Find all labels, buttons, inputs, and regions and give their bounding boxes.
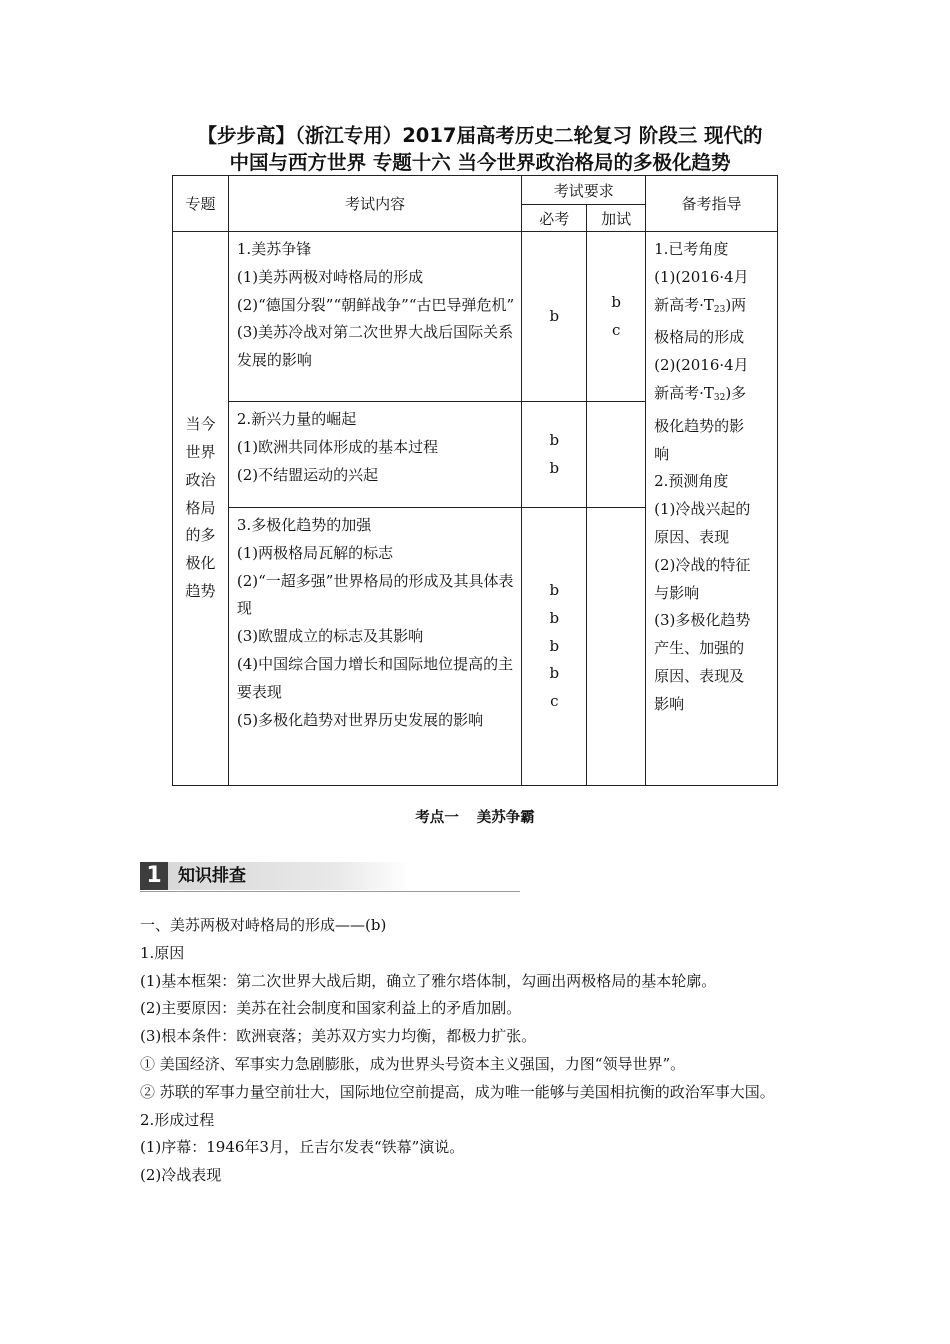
section-divider [140, 891, 520, 892]
body-paragraph: ① 美国经济、军事实力急剧膨胀，成为世界头号资本主义强国，力图“领导世界”。 [140, 1054, 686, 1073]
title-line-1: 【步步高】（浙江专用）2017届高考历史二轮复习 阶段三 现代的 [197, 124, 763, 147]
body-text [140, 912, 812, 1190]
body-paragraph: ② 苏联的军事力量空前壮大，国际地位空前提高，成为唯一能够与美国相抗衡的政治军事大国。 [140, 1082, 775, 1101]
title-line-2: 中国与西方世界 专题十六 当今世界政治格局的多极化趋势 [229, 151, 731, 174]
content-section-3: 3.多极化趋势的加强 (1)两极格局瓦解的标志 (2)“一超多强”世界格局的形成及其具体表现 (3)欧盟成立的标志及其影响 (4)中国综合国力增长和国际地位提高的主要表现 (5)多极化趋势对世界历史发展的影响 [228, 508, 521, 786]
section-number-badge: 1 [140, 862, 168, 890]
kaodian-name: 美苏争霸 [476, 810, 535, 826]
header-extra: 加试 [587, 205, 646, 232]
required-section-2: b b [522, 402, 587, 508]
body-paragraph: 1.原因 [140, 943, 185, 962]
header-guide: 备考指导 [646, 176, 778, 232]
kaodian-label: 考点一 [415, 810, 459, 826]
required-section-1: b [522, 232, 587, 402]
body-paragraph: (1)基本框架：第二次世界大战后期，确立了雅尔塔体制，勾画出两极格局的基本轮廓。 [140, 971, 717, 990]
header-requirement: 考试要求 [522, 176, 646, 205]
extra-section-2 [587, 402, 646, 508]
header-required: 必考 [522, 205, 587, 232]
header-content: 考试内容 [228, 176, 521, 232]
content-section-1: 1.美苏争锋 (1)美苏两极对峙格局的形成 (2)“德国分裂”“朝鲜战争”“古巴导弹危机” (3)美苏冷战对第二次世界大战后国际关系发展的影响 [228, 232, 521, 402]
exam-requirements-table [172, 175, 778, 786]
kaodian-heading [0, 806, 950, 827]
section-label: 知识排查 [168, 862, 410, 890]
body-paragraph: 一、美苏两极对峙格局的形成——(b) [140, 916, 387, 934]
topic-cell: 当今 世界 政治 格局 的多 极化 趋势 [173, 232, 229, 786]
body-paragraph: (2)主要原因：美苏在社会制度和国家利益上的矛盾加剧。 [140, 999, 522, 1018]
content-section-2: 2.新兴力量的崛起 (1)欧洲共同体形成的基本过程 (2)不结盟运动的兴起 [228, 402, 521, 508]
header-topic: 专题 [173, 176, 229, 232]
guide-cell: 1.已考角度 (1)(2016·4月 新高考$\cdot T_{23}$)两 极格局的形成 (2)(2016·4月 新高考$\cdot T_{32}$)多 极化趋势的影 响 2.预测角度 (1)冷战兴起的 原因、表现 (2)冷战的特征 与影响 (3)多极化趋势 产生、加强的 原因、表现及 影响 [646, 232, 778, 786]
required-section-3: b b b b c [522, 508, 587, 786]
extra-section-1: b c [587, 232, 646, 402]
document-title [150, 122, 810, 176]
body-paragraph: 2.形成过程 [140, 1110, 215, 1129]
section-banner [140, 862, 520, 892]
body-paragraph: (2)冷战表现 [140, 1166, 222, 1185]
body-paragraph: (1)序幕：1946年3月，丘吉尔发表“铁幕”演说。 [140, 1138, 465, 1157]
extra-section-3 [587, 508, 646, 786]
body-paragraph: (3)根本条件：欧洲衰落；美苏双方实力均衡，都极力扩张。 [140, 1027, 537, 1046]
